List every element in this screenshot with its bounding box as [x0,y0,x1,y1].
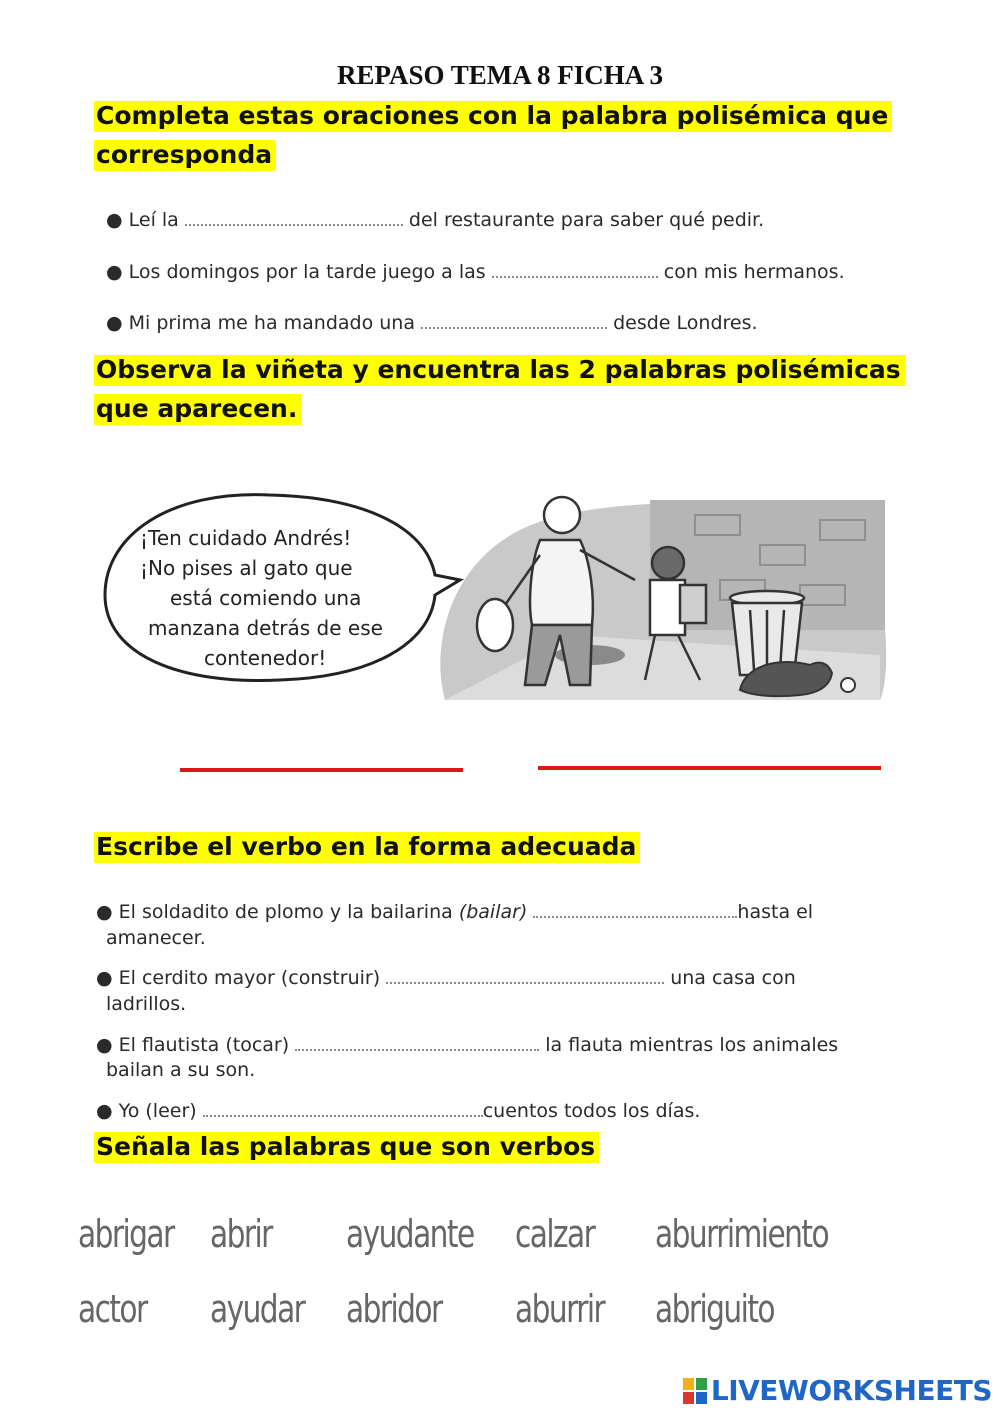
bubble-line-4: manzana detrás de ese [148,616,383,640]
sentence-3-start: Mi prima me ha mandado una [128,312,415,334]
section4-heading [94,1127,599,1166]
verb-sentence-2-start: El cerdito mayor (construir) [118,967,381,989]
verb-sentence-4-start: Yo (leer) [118,1100,197,1122]
verb-blank-1[interactable] [533,898,737,918]
sentence-2: ● Los domingos por la tarde juego a las con mis hermanos. [106,258,845,283]
liveworksheets-logo-icon [683,1378,707,1404]
section2-heading-line2: que aparecen. [94,394,301,425]
verb-blank-3[interactable] [295,1031,539,1051]
bubble-line-5: contenedor! [204,646,327,670]
sentence-3: ● Mi prima me ha mandado una desde Londres. [106,309,758,334]
liveworksheets-logo-text: LIVEWORKSHEETS [710,1374,992,1407]
word-option[interactable]: ayudar [210,1287,305,1331]
verb-sentence-3-end: la flauta mientras los animales [545,1034,839,1056]
verb-sentence-2-end: una casa con [670,967,796,989]
verb-sentence-1-end: hasta el [737,901,814,923]
bubble-line-3: está comiendo una [170,586,362,610]
section3-heading-text: Escribe el verbo en la forma adecuada [94,832,640,863]
sentence-1: ● Leí la del restaurante para saber qué pedir. [106,206,764,231]
word-option[interactable]: calzar [515,1212,595,1256]
worksheet-title: REPASO TEMA 8 FICHA 3 [336,60,664,90]
speech-bubble-text [140,523,383,673]
bubble-line-2: ¡No pises al gato que [140,556,353,580]
verb-sentence-2: ● El cerdito mayor (construir) una casa con [96,964,796,989]
section2-heading [94,350,905,428]
verb-sentence-4-end: cuentos todos los días. [482,1100,701,1122]
verb-sentence-3: ● El flautista (tocar) la flauta mientras los animales [96,1031,838,1056]
answer-blank-3[interactable] [421,309,607,329]
verb-sentence-3-start: El flautista (tocar) [118,1034,290,1056]
verb-sentence-1: ● El soldadito de plomo y la bailarina (bailar) hasta el [96,898,813,923]
word-option[interactable]: abriguito [655,1287,774,1331]
verb-sentence-2-continuation: ladrillos. [106,993,187,1015]
sentence-2-start: Los domingos por la tarde juego a las [128,261,486,283]
answer-line-1[interactable] [180,768,463,772]
section2-heading-line1: Observa la viñeta y encuentra las 2 palabras polisémicas [94,355,905,386]
verb-sentence-1-verb: (bailar) [458,901,528,923]
answer-blank-2[interactable] [492,258,658,278]
word-option[interactable]: ayudante [346,1212,474,1256]
section1-heading [94,96,892,174]
section1-heading-line2: corresponda [94,140,276,171]
word-option[interactable]: abrigar [78,1212,174,1256]
word-option[interactable]: actor [78,1287,147,1331]
section1-heading-line1: Completa estas oraciones con la palabra polisémica que [94,101,892,132]
section3-heading [94,827,640,866]
word-option[interactable]: abrir [210,1212,272,1256]
verb-sentence-4: ● Yo (leer) cuentos todos los días. [96,1097,700,1122]
section4-heading-text: Señala las palabras que son verbos [94,1132,599,1163]
verb-sentence-3-continuation: bailan a su son. [106,1059,256,1081]
verb-blank-4[interactable] [203,1097,483,1117]
sentence-2-end: con mis hermanos. [663,261,845,283]
sentence-1-end: del restaurante para saber qué pedir. [408,209,765,231]
word-option[interactable]: aburrimiento [655,1212,829,1256]
answer-blank-1[interactable] [185,206,403,226]
answer-line-2[interactable] [538,766,881,770]
verb-blank-2[interactable] [386,964,664,984]
sentence-1-start: Leí la [128,209,179,231]
word-option[interactable]: aburrir [515,1287,605,1331]
verb-sentence-1-start: El soldadito de plomo y la bailarina [118,901,453,923]
word-option[interactable]: abridor [346,1287,442,1331]
verb-sentence-1-continuation: amanecer. [106,927,206,949]
sentence-3-end: desde Londres. [613,312,758,334]
liveworksheets-logo [683,1374,992,1407]
bubble-line-1: ¡Ten cuidado Andrés! [140,526,352,550]
apple [841,678,855,692]
